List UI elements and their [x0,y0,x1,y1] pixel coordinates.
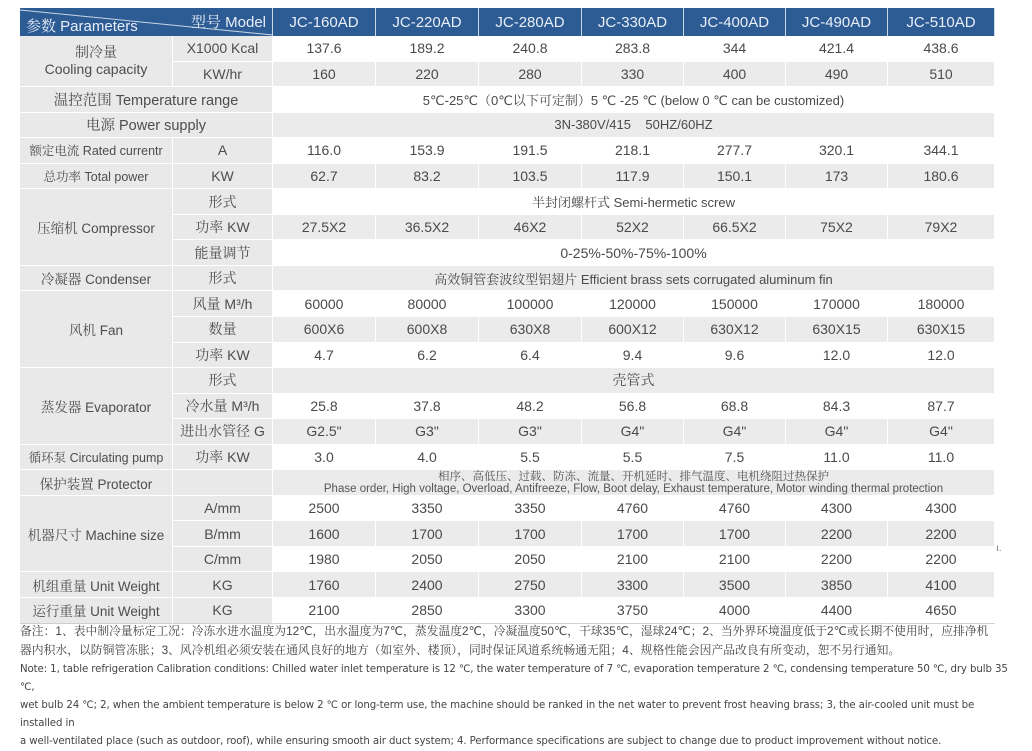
note-line: 器内积水，以防铜管冻胀；3、风冷机组必须安装在通风良好的地方（如室外、楼顶），同时保证风道系统畅通无阻；4、规格性能会因产品改良有所变动，恕不另行通知。 [20,643,901,657]
row-label-evaporator: 蒸发器 Evaporator [20,368,173,445]
value-cell: 630X15 [888,317,995,343]
value-cell: 2100 [582,547,684,573]
unit-cell: A [173,138,273,164]
value-cell: 277.7 [684,138,786,164]
note-line: 备注：1、表中制冷量标定工况：冷冻水进水温度为12℃，出水温度为7℃，蒸发温度2℃，冷凝温度50℃，干球35℃，湿球24℃；2、当外界环境温度低于2℃或长期不使用时，应排净机 [20,624,989,638]
value-cell: 4650 [888,598,995,624]
value-cell: 490 [786,62,888,88]
unit-cell: 形式 [173,266,273,292]
value-cell: 11.0 [786,445,888,471]
value-cell: 62.7 [273,164,376,190]
value-cell: 2050 [479,547,582,573]
value-cell: 60000 [273,291,376,317]
value-cell: 630X12 [684,317,786,343]
value-cell: 4000 [684,598,786,624]
value-cell: 4.7 [273,343,376,369]
value-cell: 330 [582,62,684,88]
table-row-size-a [20,496,995,522]
model-header: JC-280AD [479,8,582,36]
value-cell: 9.6 [684,343,786,369]
value-cell: 12.0 [786,343,888,369]
value-cell: 3350 [376,496,479,522]
value-cell: 4300 [888,496,995,522]
unit-cell: B/mm [173,521,273,547]
capacity-control-value: 0-25%-50%-75%-100% [273,240,995,266]
table-row-rated-current [20,138,995,164]
value-cell: 83.2 [376,164,479,190]
value-cell: 100000 [479,291,582,317]
unit-cell: KG [173,572,273,598]
value-cell: 7.5 [684,445,786,471]
value-cell: 68.8 [684,394,786,420]
note-line: a well-ventilated place (such as outdoor, roof), while ensuring smooth air duct system; 4. Performance specifications are subject to change due to product improvement without notice. [20,736,942,747]
row-label-rated-current: 额定电流 Rated currentr [20,138,173,164]
value-cell: 438.6 [888,36,995,62]
value-cell: 600X12 [582,317,684,343]
notes-english [20,661,1010,751]
unit-cell: KG [173,598,273,624]
table-row-total-power [20,164,995,190]
table-row-power-supply [20,113,995,139]
value-cell: 180000 [888,291,995,317]
unit-cell: 冷水量 M³/h [173,394,273,420]
value-cell: 6.4 [479,343,582,369]
value-cell: 4400 [786,598,888,624]
value-cell: G4" [888,419,995,445]
value-cell: 52X2 [582,215,684,241]
value-cell: 150000 [684,291,786,317]
value-cell: 400 [684,62,786,88]
value-cell: 510 [888,62,995,88]
value-cell: 2100 [273,598,376,624]
table-row-cooling-kcal [20,36,995,62]
unit-cell: 风量 M³/h [173,291,273,317]
value-cell: 103.5 [479,164,582,190]
header-row [20,8,995,36]
unit-cell: 功率 KW [173,215,273,241]
value-cell: 180.6 [888,164,995,190]
value-cell: 3.0 [273,445,376,471]
table-row-compressor-type [20,189,995,215]
value-cell: 4100 [888,572,995,598]
model-header: JC-510AD [888,8,995,36]
value-cell: 3500 [684,572,786,598]
unit-cell: KW [173,164,273,190]
spec-table [20,8,995,624]
value-cell: 5.5 [582,445,684,471]
value-cell: 283.8 [582,36,684,62]
value-cell: 80000 [376,291,479,317]
value-cell: 3300 [479,598,582,624]
label-en: Cooling capacity [44,61,148,78]
value-cell: 2200 [888,547,995,573]
unit-cell: 能量调节 [173,240,273,266]
stray-mark: ı. [996,543,1002,554]
compressor-type-value: 半封闭螺杆式 Semi-hermetic screw [273,189,995,215]
unit-cell: 进出水管径 G [173,419,273,445]
value-cell: 79X2 [888,215,995,241]
row-label-fan: 风机 Fan [20,291,173,368]
model-header: JC-330AD [582,8,684,36]
model-header-label: 型号 Model [190,14,266,31]
value-cell: 117.9 [582,164,684,190]
value-cell: 9.4 [582,343,684,369]
value-cell: 25.8 [273,394,376,420]
value-cell: 2500 [273,496,376,522]
condenser-value: 高效铜管套波纹型铝翅片 Efficient brass sets corrugated aluminum fin [273,266,995,292]
value-cell: 280 [479,62,582,88]
protector-value-en: Phase order, High voltage, Overload, Antifreeze, Flow, Boot delay, Exhaust temperature, Motor winding thermal protection [323,482,944,495]
value-cell: 12.0 [888,343,995,369]
value-cell: 2050 [376,547,479,573]
protector-value-cn: 相序、高低压、过载、防冻、流量、开机延时、排气温度、电机绕阻过热保护 [438,470,829,483]
table-row-protector [20,470,995,496]
value-cell: 11.0 [888,445,995,471]
value-cell: 1700 [376,521,479,547]
value-cell: 3300 [582,572,684,598]
unit-cell: 形式 [173,189,273,215]
value-cell: 36.5X2 [376,215,479,241]
value-cell: 218.1 [582,138,684,164]
value-cell: 1700 [582,521,684,547]
value-cell: 56.8 [582,394,684,420]
value-cell: 4760 [684,496,786,522]
value-cell: 320.1 [786,138,888,164]
table-row-circulating-pump [20,445,995,471]
row-label-unit-weight: 机组重量 Unit Weight [20,572,173,598]
value-cell: 630X8 [479,317,582,343]
value-cell: G4" [684,419,786,445]
row-label-condenser: 冷凝器 Condenser [20,266,173,292]
table-row-condenser [20,266,995,292]
value-cell: 66.5X2 [684,215,786,241]
row-label-machine-size: 机器尺寸 Machine size [20,496,173,573]
value-cell: 3750 [582,598,684,624]
value-cell: 137.6 [273,36,376,62]
value-cell: 120000 [582,291,684,317]
value-cell: G2.5" [273,419,376,445]
unit-cell: 功率 KW [173,343,273,369]
parameters-header-label: 参数 Parameters [26,18,138,35]
value-cell: 2850 [376,598,479,624]
value-cell: G3" [479,419,582,445]
value-cell: 160 [273,62,376,88]
value-cell: 3350 [479,496,582,522]
value-cell: 2400 [376,572,479,598]
value-cell: 5.5 [479,445,582,471]
value-cell: 344.1 [888,138,995,164]
value-cell: 1700 [479,521,582,547]
row-label-cooling-capacity [20,36,173,87]
value-cell: 2200 [888,521,995,547]
row-label-circulating-pump: 循环泵 Circulating pump [20,445,173,471]
value-cell: G4" [786,419,888,445]
unit-cell: 数量 [173,317,273,343]
value-cell: 344 [684,36,786,62]
value-cell: 630X15 [786,317,888,343]
value-cell: 150.1 [684,164,786,190]
value-cell: 1700 [684,521,786,547]
value-cell: 1980 [273,547,376,573]
value-cell: 48.2 [479,394,582,420]
value-cell: 4760 [582,496,684,522]
model-header: JC-400AD [684,8,786,36]
value-cell: 153.9 [376,138,479,164]
value-cell: 1600 [273,521,376,547]
value-cell: 191.5 [479,138,582,164]
value-cell: 3850 [786,572,888,598]
value-cell: 1760 [273,572,376,598]
unit-cell: 形式 [173,368,273,394]
table-row-evaporator-type [20,368,995,394]
value-cell: 220 [376,62,479,88]
value-cell: 600X8 [376,317,479,343]
unit-cell: C/mm [173,547,273,573]
value-cell: 189.2 [376,36,479,62]
table-row-temperature-range [20,87,995,113]
unit-cell: X1000 Kcal [173,36,273,62]
value-cell: 4.0 [376,445,479,471]
table-row-unit-weight [20,572,995,598]
notes-chinese [20,622,1010,660]
value-cell: 2200 [786,547,888,573]
value-cell: 600X6 [273,317,376,343]
model-header: JC-220AD [376,8,479,36]
value-cell: 170000 [786,291,888,317]
value-cell: 27.5X2 [273,215,376,241]
value-cell: 2200 [786,521,888,547]
value-cell: 46X2 [479,215,582,241]
row-label-protector: 保护装置 Protector [20,470,173,496]
value-cell: 37.8 [376,394,479,420]
model-header: JC-490AD [786,8,888,36]
value-cell: 84.3 [786,394,888,420]
unit-cell: A/mm [173,496,273,522]
value-cell: G3" [376,419,479,445]
label-cn: 制冷量 [75,44,117,61]
row-label-compressor: 压缩机 Compressor [20,189,173,266]
value-cell: 87.7 [888,394,995,420]
value-cell: 173 [786,164,888,190]
table-row-fan-airflow [20,291,995,317]
row-label-running-weight: 运行重量 Unit Weight [20,598,173,624]
note-line: wet bulb 24 ℃; 2, when the ambient temperature is below 2 ℃ or long-term use, the machine should be ranked in the net water to prevent frost heaving brass; 3, the air-cooled unit must be installed in [20,700,975,729]
row-label-total-power: 总功率 Total power [20,164,173,190]
power-supply-value: 3N-380V/415 50HZ/60HZ [273,113,995,139]
value-cell: 6.2 [376,343,479,369]
row-label-temperature-range: 温控范围 Temperature range [20,87,273,113]
model-header: JC-160AD [273,8,376,36]
evaporator-type-value: 壳管式 [273,368,995,394]
row-label-power-supply: 电源 Power supply [20,113,273,139]
corner-header [20,8,273,36]
temperature-range-value: 5℃-25℃（0℃以下可定制）5 ℃ -25 ℃ (below 0 ℃ can be customized) [273,87,995,113]
protector-value [273,470,995,496]
value-cell: 75X2 [786,215,888,241]
table-row-running-weight [20,598,995,624]
value-cell: 2750 [479,572,582,598]
value-cell: 240.8 [479,36,582,62]
value-cell: 4300 [786,496,888,522]
value-cell: 2100 [684,547,786,573]
value-cell: G4" [582,419,684,445]
unit-cell: KW/hr [173,62,273,88]
unit-cell-empty [173,470,273,496]
unit-cell: 功率 KW [173,445,273,471]
value-cell: 116.0 [273,138,376,164]
note-line: Note: 1, table refrigeration Calibration conditions: Chilled water inlet temperature is 12 ℃, the water temperature of 7 ℃, evaporation temperature 2 ℃, condensing temperature 50 ℃, dry bulb 35 ℃, [20,664,1008,693]
value-cell: 421.4 [786,36,888,62]
